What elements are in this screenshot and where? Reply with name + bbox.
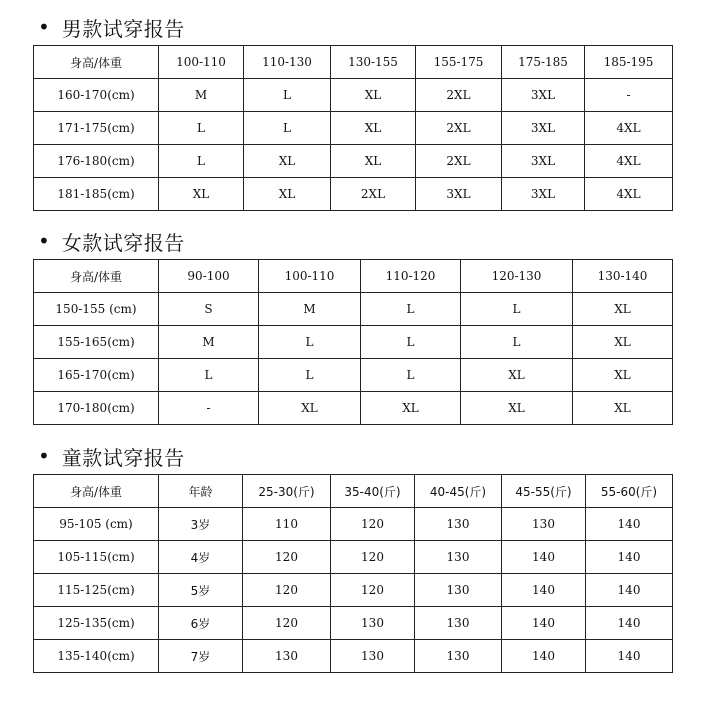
men-heading bbox=[38, 12, 185, 42]
header-cell: 身高/体重 bbox=[34, 475, 159, 508]
table-cell: XL bbox=[331, 145, 416, 178]
header-cell: 110-120 bbox=[361, 260, 461, 293]
table-cell: 7岁 bbox=[159, 640, 243, 673]
table-cell: 3XL bbox=[502, 112, 585, 145]
table-cell: 140 bbox=[586, 574, 673, 607]
header-cell: 110-130 bbox=[244, 46, 331, 79]
kids-size-table bbox=[33, 474, 673, 673]
table-cell: 171-175(cm) bbox=[34, 112, 159, 145]
table-row bbox=[34, 79, 673, 112]
table-cell: 140 bbox=[586, 541, 673, 574]
table-cell: 2XL bbox=[416, 79, 502, 112]
table-cell: 130 bbox=[415, 640, 502, 673]
table-cell: M bbox=[159, 79, 244, 112]
header-cell: 身高/体重 bbox=[34, 46, 159, 79]
table-cell: 120 bbox=[243, 607, 331, 640]
table-cell: 95-105 (cm) bbox=[34, 508, 159, 541]
table-cell: M bbox=[259, 293, 361, 326]
header-cell: 155-175 bbox=[416, 46, 502, 79]
table-cell: XL bbox=[461, 359, 573, 392]
table-cell: XL bbox=[244, 178, 331, 211]
table-row bbox=[34, 326, 673, 359]
table-cell: S bbox=[159, 293, 259, 326]
table-cell: L bbox=[461, 293, 573, 326]
table-cell: XL bbox=[461, 392, 573, 425]
table-cell: 130 bbox=[502, 508, 586, 541]
table-cell: - bbox=[585, 79, 673, 112]
table-cell: 4XL bbox=[585, 145, 673, 178]
header-cell: 身高/体重 bbox=[34, 260, 159, 293]
table-cell: 140 bbox=[502, 607, 586, 640]
men-title: 男款试穿报告 bbox=[61, 16, 185, 41]
table-cell: 2XL bbox=[331, 178, 416, 211]
table-cell: 165-170(cm) bbox=[34, 359, 159, 392]
table-row bbox=[34, 145, 673, 178]
table-cell: 140 bbox=[586, 607, 673, 640]
table-cell: 120 bbox=[331, 574, 415, 607]
table-row bbox=[34, 359, 673, 392]
table-row bbox=[34, 392, 673, 425]
header-cell: 130-155 bbox=[331, 46, 416, 79]
table-cell: XL bbox=[573, 293, 673, 326]
women-title: 女款试穿报告 bbox=[61, 230, 185, 255]
table-cell: L bbox=[159, 112, 244, 145]
table-cell: XL bbox=[159, 178, 244, 211]
table-cell: 2XL bbox=[416, 145, 502, 178]
header-cell: 100-110 bbox=[259, 260, 361, 293]
kids-title: 童款试穿报告 bbox=[61, 445, 185, 470]
table-cell: L bbox=[159, 359, 259, 392]
bullet-icon: • bbox=[38, 229, 50, 253]
table-cell: L bbox=[244, 112, 331, 145]
table-cell: 130 bbox=[243, 640, 331, 673]
table-cell: 3XL bbox=[502, 178, 585, 211]
table-row bbox=[34, 574, 673, 607]
header-cell: 175-185 bbox=[502, 46, 585, 79]
table-cell: 130 bbox=[415, 541, 502, 574]
table-cell: 140 bbox=[586, 640, 673, 673]
table-cell: L bbox=[244, 79, 331, 112]
header-cell: 90-100 bbox=[159, 260, 259, 293]
table-header-row bbox=[34, 475, 673, 508]
table-cell: 140 bbox=[502, 640, 586, 673]
header-cell: 55-60(斤) bbox=[586, 475, 673, 508]
header-cell: 25-30(斤) bbox=[243, 475, 331, 508]
table-cell: 130 bbox=[331, 640, 415, 673]
table-cell: 181-185(cm) bbox=[34, 178, 159, 211]
table-cell: XL bbox=[361, 392, 461, 425]
table-cell: L bbox=[361, 326, 461, 359]
table-cell: 4XL bbox=[585, 112, 673, 145]
table-row bbox=[34, 607, 673, 640]
table-cell: 130 bbox=[415, 607, 502, 640]
table-cell: XL bbox=[573, 359, 673, 392]
table-cell: M bbox=[159, 326, 259, 359]
table-cell: XL bbox=[244, 145, 331, 178]
table-cell: 110 bbox=[243, 508, 331, 541]
table-cell: 3XL bbox=[502, 145, 585, 178]
table-cell: 140 bbox=[502, 574, 586, 607]
header-cell: 130-140 bbox=[573, 260, 673, 293]
header-cell: 100-110 bbox=[159, 46, 244, 79]
table-cell: 140 bbox=[586, 508, 673, 541]
table-cell: 140 bbox=[502, 541, 586, 574]
table-cell: L bbox=[361, 293, 461, 326]
header-cell: 120-130 bbox=[461, 260, 573, 293]
table-cell: 3岁 bbox=[159, 508, 243, 541]
header-cell: 35-40(斤) bbox=[331, 475, 415, 508]
table-cell: 105-115(cm) bbox=[34, 541, 159, 574]
table-cell: L bbox=[461, 326, 573, 359]
table-row bbox=[34, 508, 673, 541]
header-cell: 185-195 bbox=[585, 46, 673, 79]
table-row bbox=[34, 640, 673, 673]
table-row bbox=[34, 112, 673, 145]
table-cell: 170-180(cm) bbox=[34, 392, 159, 425]
table-cell: 130 bbox=[415, 508, 502, 541]
table-cell: 3XL bbox=[416, 178, 502, 211]
header-cell: 40-45(斤) bbox=[415, 475, 502, 508]
table-cell: 120 bbox=[331, 541, 415, 574]
women-heading bbox=[38, 226, 185, 256]
table-cell: XL bbox=[259, 392, 361, 425]
table-cell: 130 bbox=[331, 607, 415, 640]
table-cell: XL bbox=[331, 112, 416, 145]
table-cell: 120 bbox=[243, 541, 331, 574]
table-cell: 6岁 bbox=[159, 607, 243, 640]
table-cell: 3XL bbox=[502, 79, 585, 112]
table-header-row bbox=[34, 46, 673, 79]
table-cell: L bbox=[259, 326, 361, 359]
table-row bbox=[34, 178, 673, 211]
table-cell: 130 bbox=[415, 574, 502, 607]
women-size-table bbox=[33, 259, 673, 425]
table-cell: 4岁 bbox=[159, 541, 243, 574]
header-cell: 年龄 bbox=[159, 475, 243, 508]
table-cell: L bbox=[361, 359, 461, 392]
table-row bbox=[34, 293, 673, 326]
bullet-icon: • bbox=[38, 15, 50, 39]
table-cell: 135-140(cm) bbox=[34, 640, 159, 673]
table-cell: 120 bbox=[331, 508, 415, 541]
table-cell: L bbox=[159, 145, 244, 178]
table-cell: 160-170(cm) bbox=[34, 79, 159, 112]
table-row bbox=[34, 541, 673, 574]
table-cell: 125-135(cm) bbox=[34, 607, 159, 640]
table-cell: XL bbox=[331, 79, 416, 112]
table-cell: 155-165(cm) bbox=[34, 326, 159, 359]
kids-heading bbox=[38, 441, 185, 471]
table-cell: L bbox=[259, 359, 361, 392]
table-cell: 176-180(cm) bbox=[34, 145, 159, 178]
table-cell: 150-155 (cm) bbox=[34, 293, 159, 326]
bullet-icon: • bbox=[38, 444, 50, 468]
table-cell: 115-125(cm) bbox=[34, 574, 159, 607]
table-cell: 120 bbox=[243, 574, 331, 607]
header-cell: 45-55(斤) bbox=[502, 475, 586, 508]
table-cell: 5岁 bbox=[159, 574, 243, 607]
table-cell: 2XL bbox=[416, 112, 502, 145]
men-size-table bbox=[33, 45, 673, 211]
table-cell: 4XL bbox=[585, 178, 673, 211]
table-cell: XL bbox=[573, 392, 673, 425]
table-cell: - bbox=[159, 392, 259, 425]
table-header-row bbox=[34, 260, 673, 293]
table-cell: XL bbox=[573, 326, 673, 359]
